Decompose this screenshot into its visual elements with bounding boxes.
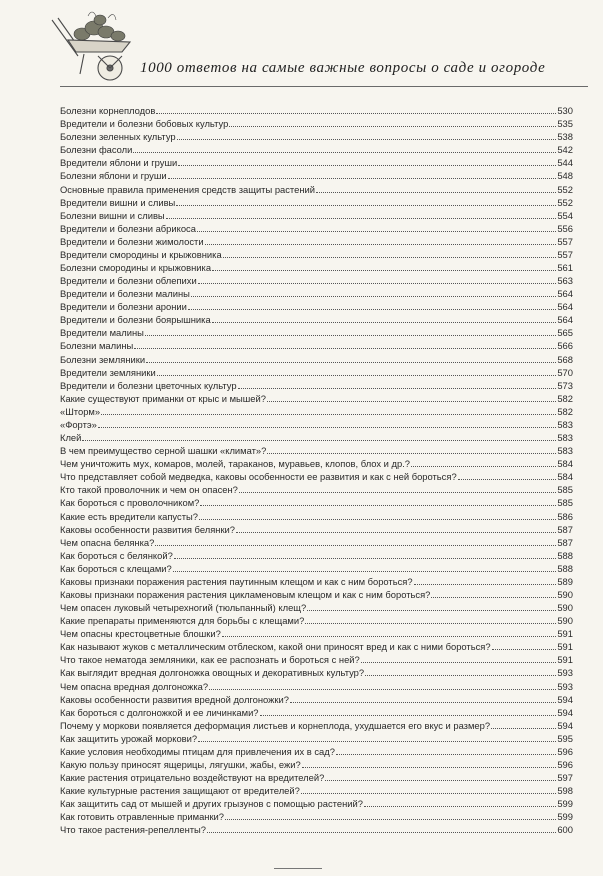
dot-leader	[207, 832, 556, 833]
toc-entry	[60, 338, 573, 351]
toc-entry-title: Чем опасен луковый четырехногий (тюльпанный) клещ?	[60, 602, 307, 614]
toc-entry-title: Как выглядит вредная долгоножка овощных и декоративных культур?	[60, 667, 365, 679]
toc-entry	[60, 299, 573, 312]
toc-entry	[60, 234, 573, 247]
toc-entry-page: 530	[557, 105, 573, 117]
toc-entry-title: Вредители и болезни аронии	[60, 301, 187, 313]
toc-entry	[60, 247, 573, 260]
table-of-contents	[60, 103, 573, 835]
toc-entry	[60, 286, 573, 299]
dot-leader	[178, 165, 556, 166]
toc-entry-page: 594	[557, 706, 573, 718]
toc-entry-title: Что представляет собой медведка, каковы особенности ее развития и как с ней бороться?	[60, 471, 457, 483]
toc-entry-title: Болезни корнеплодов	[60, 105, 156, 117]
toc-entry-page: 568	[557, 353, 573, 365]
toc-entry	[60, 574, 573, 587]
toc-entry-page: 557	[557, 235, 573, 247]
toc-entry-title: Вредители и болезни жимолости	[60, 235, 204, 247]
toc-entry-page: 587	[557, 536, 573, 548]
toc-entry-page: 596	[557, 745, 573, 757]
toc-entry	[60, 561, 573, 574]
dot-leader	[101, 414, 556, 415]
toc-entry-title: Какие условия необходимы птицам для привлечения их в сад?	[60, 745, 335, 757]
dot-leader	[238, 388, 557, 389]
toc-entry-title: Как бороться с проволочником?	[60, 497, 200, 509]
toc-entry-page: 548	[557, 170, 573, 182]
toc-entry-title: Каковы особенности развития вредной долгоножки?	[60, 693, 289, 705]
toc-entry-page: 598	[557, 785, 573, 797]
toc-entry-page: 542	[557, 144, 573, 156]
toc-entry	[60, 365, 573, 378]
toc-entry	[60, 155, 573, 168]
dot-leader	[156, 113, 556, 114]
toc-entry-page: 594	[557, 693, 573, 705]
toc-entry-title: Вредители яблони и груши	[60, 157, 178, 169]
dot-leader	[302, 767, 557, 768]
dot-leader	[145, 335, 556, 336]
toc-entry	[60, 692, 573, 705]
toc-entry	[60, 757, 573, 770]
toc-entry-title: Какую пользу приносят ящерицы, лягушки, жабы, ежи?	[60, 758, 301, 770]
dot-leader	[364, 806, 556, 807]
toc-entry	[60, 600, 573, 613]
toc-entry-page: 583	[557, 445, 573, 457]
dot-leader	[157, 375, 557, 376]
toc-entry-title: Как называют жуков с металлическим отблеском, какой они приносят вред и как с ними бороться?	[60, 641, 491, 653]
dot-leader	[173, 571, 557, 572]
toc-entry	[60, 482, 573, 495]
dot-leader	[365, 675, 556, 676]
toc-entry	[60, 103, 573, 116]
dot-leader	[199, 519, 556, 520]
toc-entry-title: Вредители и болезни облепихи	[60, 275, 197, 287]
toc-entry	[60, 770, 573, 783]
dot-leader	[212, 322, 557, 323]
toc-entry-title: Чем опасны крестоцветные блошки?	[60, 628, 221, 640]
toc-entry-page: 565	[557, 327, 573, 339]
toc-entry-title: Какие растения отрицательно воздействуют на вредителей?	[60, 772, 325, 784]
toc-entry-page: 594	[557, 719, 573, 731]
toc-entry	[60, 391, 573, 404]
toc-entry-page: 556	[557, 222, 573, 234]
toc-entry-title: Вредители вишни и сливы	[60, 196, 176, 208]
toc-entry-title: Болезни смородины и крыжовника	[60, 262, 212, 274]
toc-entry-title: Болезни малины	[60, 340, 134, 352]
toc-entry-page: 593	[557, 680, 573, 692]
dot-leader	[316, 192, 556, 193]
toc-entry	[60, 208, 573, 221]
toc-entry-title: Как защитить сад от мышей и других грызунов с помощью растений?	[60, 798, 363, 810]
toc-entry-page: 566	[557, 340, 573, 352]
toc-entry-title: Вредители и болезни бобовых культур	[60, 118, 229, 130]
toc-entry-page: 583	[557, 418, 573, 430]
dot-leader	[205, 244, 557, 245]
toc-entry	[60, 705, 573, 718]
toc-entry	[60, 312, 573, 325]
dot-leader	[209, 689, 556, 690]
toc-entry	[60, 221, 573, 234]
dot-leader	[260, 715, 557, 716]
toc-entry	[60, 181, 573, 194]
dot-leader	[307, 610, 556, 611]
toc-entry-title: Основные правила применения средств защиты растений	[60, 183, 315, 195]
toc-entry	[60, 260, 573, 273]
toc-entry	[60, 508, 573, 521]
dot-leader	[133, 152, 556, 153]
toc-entry-page: 599	[557, 811, 573, 823]
toc-entry	[60, 548, 573, 561]
dot-leader	[267, 453, 556, 454]
toc-entry	[60, 665, 573, 678]
toc-entry	[60, 495, 573, 508]
toc-entry	[60, 783, 573, 796]
dot-leader	[290, 702, 556, 703]
toc-entry	[60, 195, 573, 208]
toc-entry-page: 600	[557, 824, 573, 836]
toc-entry-title: «Фортэ»	[60, 418, 97, 430]
dot-leader	[168, 178, 557, 179]
toc-entry-page: 535	[557, 118, 573, 130]
toc-entry	[60, 443, 573, 456]
dot-leader	[191, 296, 556, 297]
toc-entry-page: 599	[557, 798, 573, 810]
toc-entry-title: Как бороться с клещами?	[60, 562, 172, 574]
dot-leader	[305, 623, 556, 624]
dot-leader	[239, 492, 556, 493]
toc-entry	[60, 325, 573, 338]
toc-entry-page: 544	[557, 157, 573, 169]
toc-entry-title: Клей	[60, 432, 82, 444]
toc-entry	[60, 652, 573, 665]
toc-entry-title: Болезни фасоли	[60, 144, 133, 156]
toc-entry	[60, 822, 573, 835]
toc-entry	[60, 731, 573, 744]
toc-entry-title: Болезни вишни и сливы	[60, 209, 165, 221]
running-header-title: 1000 ответов на самые важные вопросы о саде и огороде	[140, 60, 546, 76]
toc-entry	[60, 417, 573, 430]
toc-entry-page: 590	[557, 588, 573, 600]
dot-leader	[222, 636, 557, 637]
dot-leader	[411, 466, 556, 467]
toc-entry-page: 593	[557, 667, 573, 679]
toc-entry-page: 597	[557, 772, 573, 784]
dot-leader	[336, 754, 556, 755]
wheelbarrow-icon	[48, 6, 136, 86]
toc-entry-page: 563	[557, 275, 573, 287]
toc-entry-title: Болезни яблони и груши	[60, 170, 167, 182]
dot-leader	[82, 440, 556, 441]
dot-leader	[176, 205, 556, 206]
toc-entry-page: 588	[557, 549, 573, 561]
toc-entry-title: Чем опасна белянка?	[60, 536, 155, 548]
dot-leader	[212, 270, 556, 271]
toc-entry-title: Вредители и болезни абрикоса	[60, 222, 196, 234]
dot-leader	[229, 126, 556, 127]
toc-entry	[60, 430, 573, 443]
toc-entry	[60, 718, 573, 731]
toc-entry-page: 595	[557, 732, 573, 744]
toc-entry-page: 591	[557, 628, 573, 640]
dot-leader	[301, 793, 557, 794]
toc-entry-page: 590	[557, 615, 573, 627]
toc-entry	[60, 613, 573, 626]
toc-entry-page: 564	[557, 288, 573, 300]
toc-entry-page: 561	[557, 262, 573, 274]
toc-entry-title: Чем уничтожить мух, комаров, молей, тараканов, муравьев, клопов, блох и др.?	[60, 458, 411, 470]
toc-entry	[60, 168, 573, 181]
toc-entry	[60, 639, 573, 652]
toc-entry	[60, 796, 573, 809]
footer-divider	[274, 868, 322, 869]
toc-entry-page: 590	[557, 602, 573, 614]
toc-entry-title: Каковы признаки поражения растения паутинным клещом и как с ним бороться?	[60, 575, 413, 587]
toc-entry-page: 538	[557, 131, 573, 143]
dot-leader	[458, 479, 557, 480]
toc-entry-page: 591	[557, 654, 573, 666]
toc-entry-title: Вредители земляники	[60, 366, 156, 378]
toc-entry	[60, 378, 573, 391]
toc-entry	[60, 678, 573, 691]
toc-entry-page: 583	[557, 432, 573, 444]
toc-entry-title: Болезни земляники	[60, 353, 146, 365]
toc-entry	[60, 142, 573, 155]
toc-entry-page: 557	[557, 248, 573, 260]
dot-leader	[155, 545, 556, 546]
toc-entry	[60, 469, 573, 482]
dot-leader	[134, 348, 556, 349]
toc-entry	[60, 744, 573, 757]
toc-entry-page: 552	[557, 196, 573, 208]
dot-leader	[431, 597, 556, 598]
toc-entry	[60, 129, 573, 142]
toc-entry-page: 564	[557, 301, 573, 313]
dot-leader	[166, 218, 557, 219]
dot-leader	[361, 662, 557, 663]
toc-entry-page: 582	[557, 405, 573, 417]
dot-leader	[492, 649, 557, 650]
toc-entry-title: Чем опасна вредная долгоножка?	[60, 680, 209, 692]
toc-entry	[60, 273, 573, 286]
toc-entry-page: 585	[557, 484, 573, 496]
toc-entry-page: 584	[557, 458, 573, 470]
toc-entry-title: Болезни зеленных культур	[60, 131, 176, 143]
toc-entry-title: Что такое растения-репелленты?	[60, 824, 207, 836]
toc-entry-page: 582	[557, 392, 573, 404]
toc-entry-page: 587	[557, 523, 573, 535]
toc-entry	[60, 351, 573, 364]
toc-entry-title: Вредители и болезни малины	[60, 288, 190, 300]
toc-entry-page: 596	[557, 758, 573, 770]
toc-entry-title: В чем преимущество серной шашки «климат»?	[60, 445, 267, 457]
dot-leader	[146, 362, 556, 363]
toc-entry-title: Кто такой проволочник и чем он опасен?	[60, 484, 238, 496]
toc-entry	[60, 404, 573, 417]
dot-leader	[98, 427, 556, 428]
dot-leader	[267, 401, 556, 402]
dot-leader	[236, 532, 556, 533]
toc-entry-page: 591	[557, 641, 573, 653]
dot-leader	[225, 819, 556, 820]
toc-entry	[60, 587, 573, 600]
toc-entry-title: Что такое нематода земляники, как ее распознать и бороться с ней?	[60, 654, 360, 666]
toc-entry-page: 585	[557, 497, 573, 509]
toc-entry-page: 586	[557, 510, 573, 522]
dot-leader	[197, 231, 556, 232]
toc-entry-page: 554	[557, 209, 573, 221]
dot-leader	[200, 505, 556, 506]
dot-leader	[188, 309, 556, 310]
dot-leader	[174, 558, 557, 559]
toc-entry-page: 564	[557, 314, 573, 326]
toc-entry	[60, 626, 573, 639]
toc-entry-title: Каковы признаки поражения растения цикламеновым клещом и как с ним бороться?	[60, 588, 431, 600]
toc-entry-title: Как бороться с долгоножкой и ее личинками?	[60, 706, 259, 718]
toc-entry-page: 588	[557, 562, 573, 574]
toc-entry-title: Вредители смородины и крыжовника	[60, 248, 222, 260]
toc-entry-page: 573	[557, 379, 573, 391]
toc-entry-title: «Шторм»	[60, 405, 101, 417]
toc-entry	[60, 522, 573, 535]
dot-leader	[198, 741, 556, 742]
dot-leader	[491, 728, 556, 729]
dot-leader	[414, 584, 557, 585]
toc-entry-title: Как защитить урожай моркови?	[60, 732, 198, 744]
toc-entry-title: Какие существуют приманки от крыс и мышей?	[60, 392, 266, 404]
toc-entry-title: Вредители и болезни боярышника	[60, 314, 211, 326]
toc-entry-title: Какие препараты применяются для борьбы с клещами?	[60, 615, 305, 627]
toc-entry-title: Какие культурные растения защищают от вредителей?	[60, 785, 300, 797]
header-divider	[60, 86, 588, 87]
toc-entry-title: Какие есть вредители капусты?	[60, 510, 198, 522]
toc-entry-title: Как готовить отравленные приманки?	[60, 811, 225, 823]
toc-entry-title: Как бороться с белянкой?	[60, 549, 173, 561]
toc-entry-title: Каковы особенности развития белянки?	[60, 523, 236, 535]
toc-entry-title: Вредители малины	[60, 327, 144, 339]
toc-entry	[60, 809, 573, 822]
toc-entry-page: 552	[557, 183, 573, 195]
toc-entry-title: Почему у моркови появляется деформация листьев и корнеплода, ухудшается его вкус и размер?	[60, 719, 491, 731]
toc-entry	[60, 116, 573, 129]
toc-entry-page: 570	[557, 366, 573, 378]
toc-entry-page: 584	[557, 471, 573, 483]
toc-entry-page: 589	[557, 575, 573, 587]
toc-entry	[60, 535, 573, 548]
toc-entry	[60, 456, 573, 469]
dot-leader	[177, 139, 557, 140]
dot-leader	[198, 283, 557, 284]
dot-leader	[325, 780, 556, 781]
toc-entry-title: Вредители и болезни цветочных культур	[60, 379, 237, 391]
dot-leader	[223, 257, 557, 258]
